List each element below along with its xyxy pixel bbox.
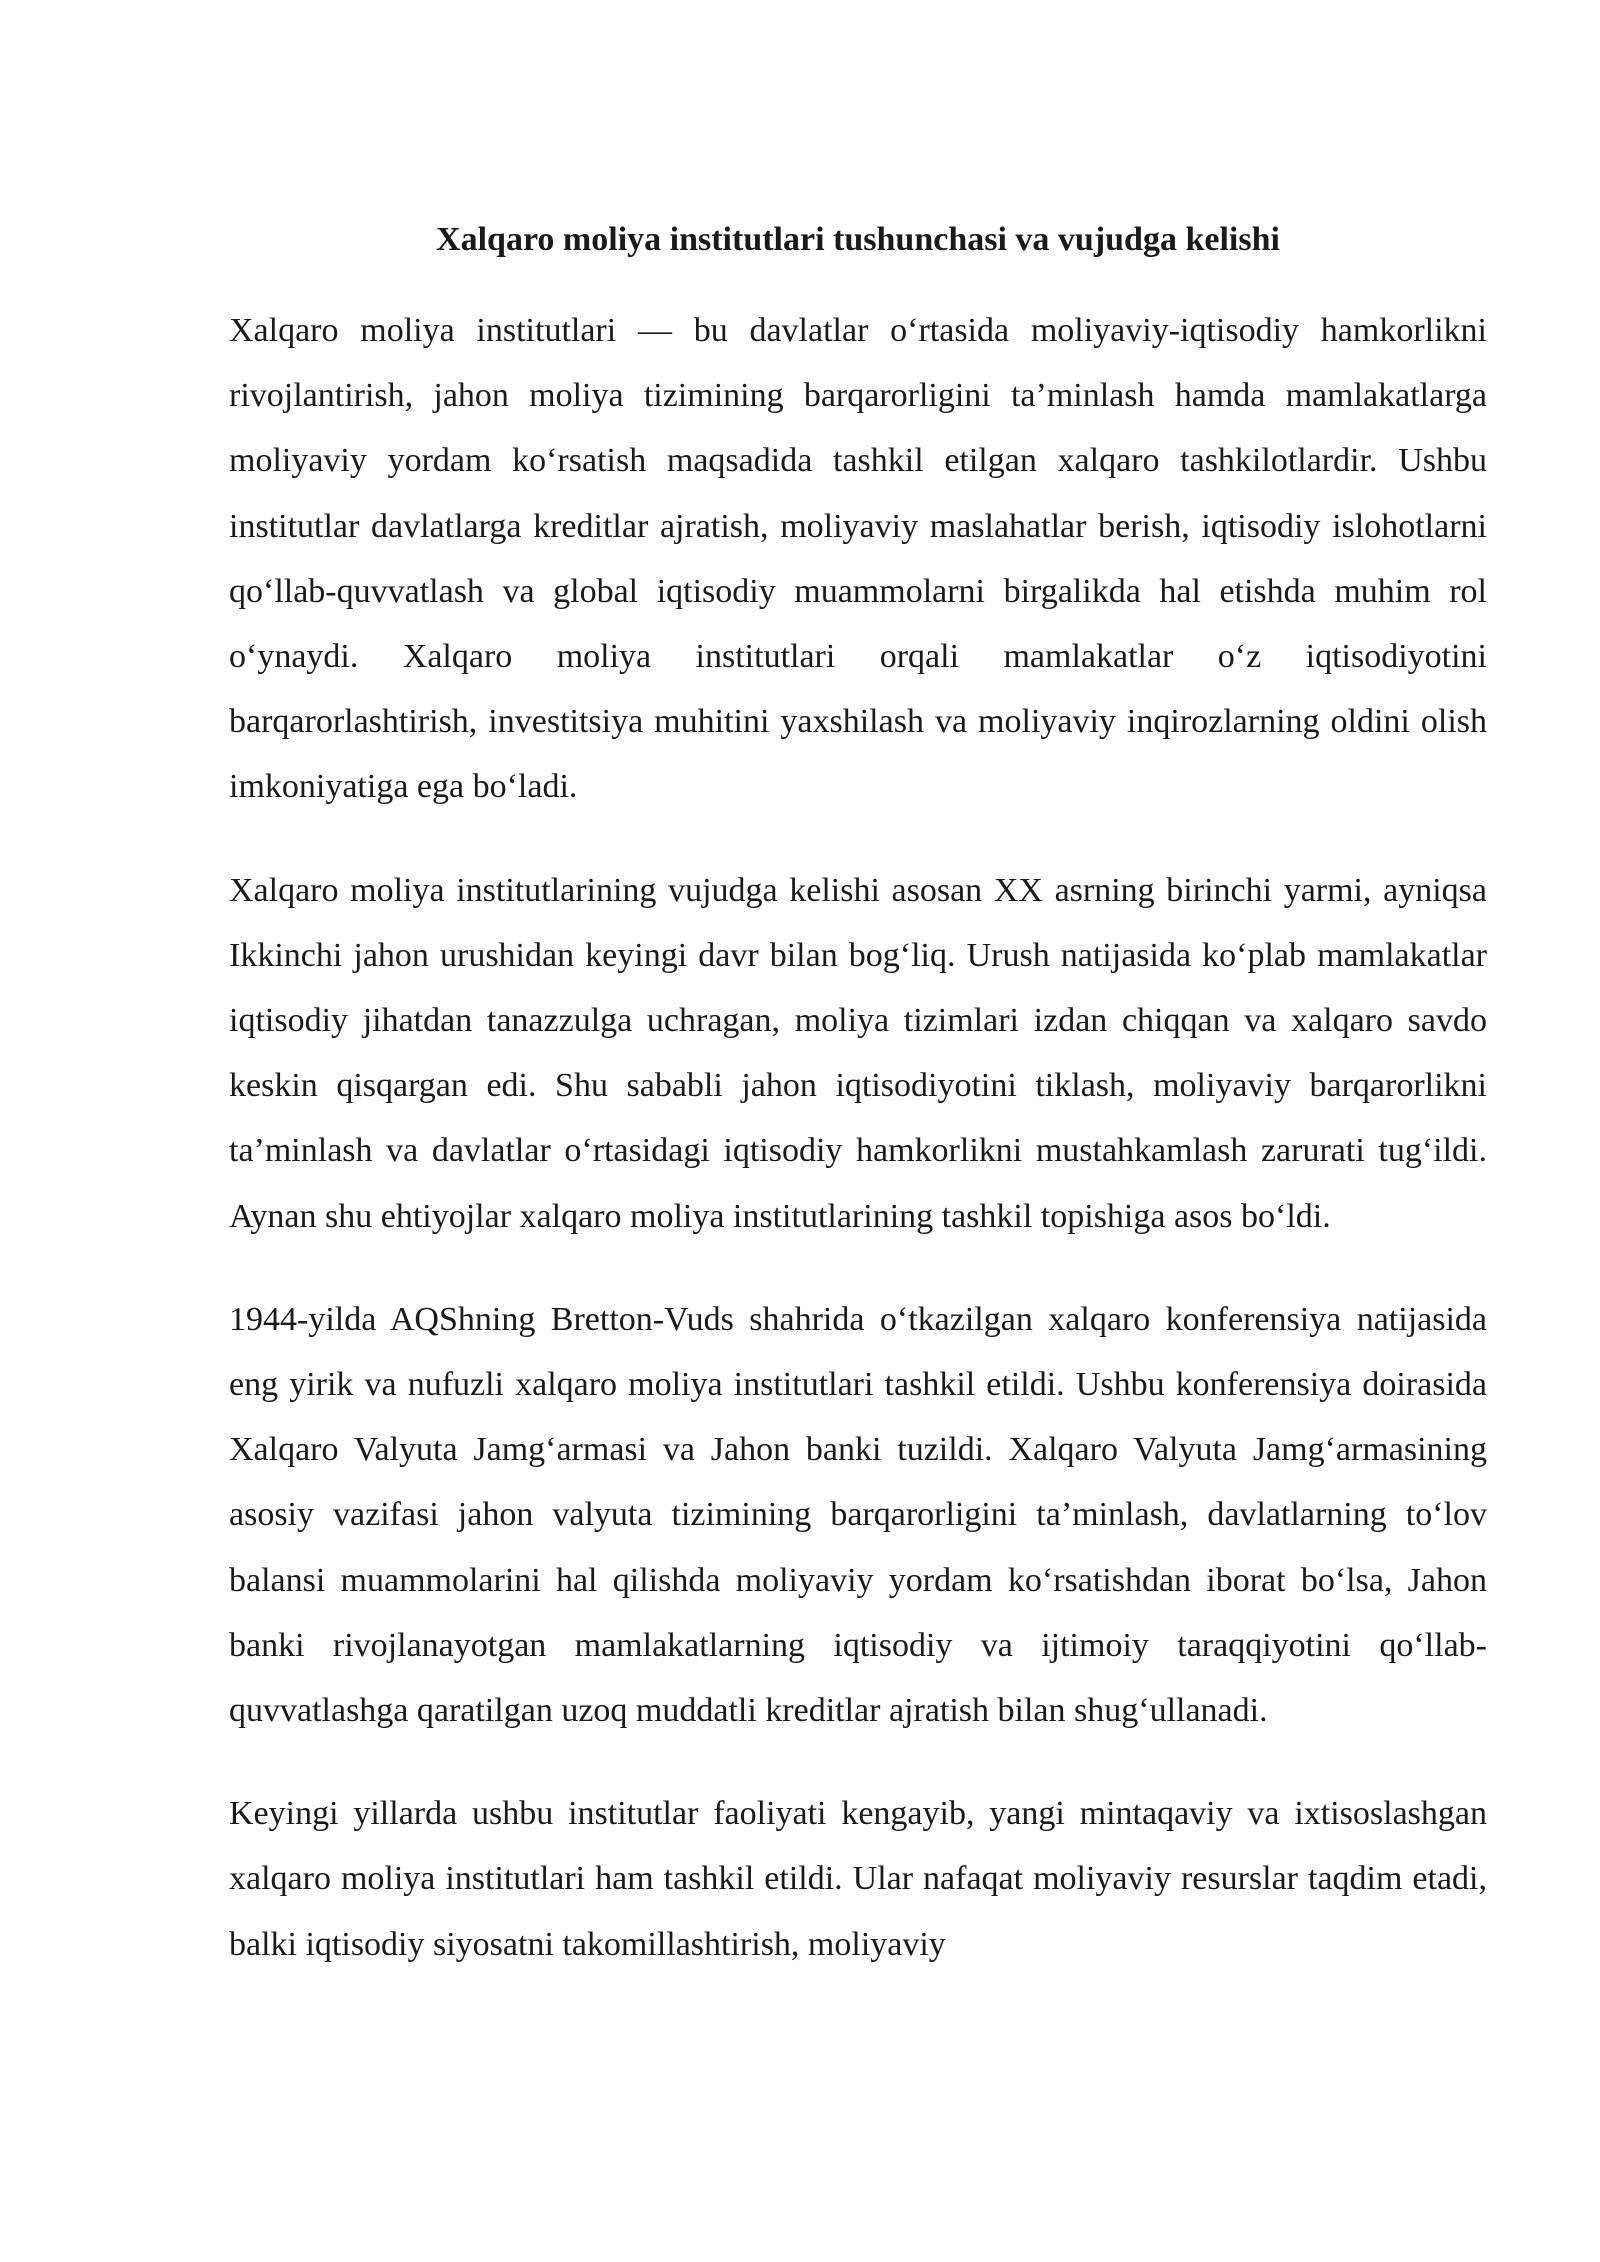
paragraph-definition: Xalqaro moliya institutlari — bu davlatlar o‘rtasida moliyaviy-iqtisodiy hamkorlikni rivojlantirish, jahon moliya tizimining barqarorligini ta’minlash hamda mamlakatlarga moliyaviy yordam ko‘rsatish maqsadida tashkil etilgan xalqaro tashkilotlardir. Ushbu institutlar davlatlarga kreditlar ajratish, moliyaviy maslahatlar berish, iqtisodiy islohotlarni qo‘llab-quvvatlash va global iqtisodiy muammolarni birgalikda hal etishda muhim rol o‘ynaydi. Xalqaro moliya institutlari orqali mamlakatlar o‘z iqtisodiyotini barqarorlashtirish, investitsiya muhitini yaxshilash va moliyaviy inqirozlarning oldini olish imkoniyatiga ega bo‘ladi. [229, 312, 1487, 806]
paragraph-origins: Xalqaro moliya institutlarining vujudga kelishi asosan XX asrning birinchi yarmi, ayniqsa Ikkinchi jahon urushidan keyingi davr bilan bog‘liq. Urush natijasida ko‘plab mamlakatlar iqtisodiy jihatdan tanazzulga uchragan, moliya tizimlari izdan chiqqan va xalqaro savdo keskin qisqargan edi. Shu sababli jahon iqtisodiyotini tiklash, moliyaviy barqarorlikni ta’minlash va davlatlar o‘rtasidagi iqtisodiy hamkorlikni mustahkamlash zarurati tug‘ildi. Aynan shu ehtiyojlar xalqaro moliya institutlarining tashkil topishiga asos bo‘ldi. [229, 871, 1487, 1235]
document-title: Xalqaro moliya institutlari tushunchasi va vujudga kelishi [436, 221, 1280, 258]
paragraph-expansion: Keyingi yillarda ushbu institutlar faoliyati kengayib, yangi mintaqaviy va ixtisoslashgan xalqaro moliya institutlari ham tashkil etildi. Ular nafaqat moliyaviy resurslar taqdim etadi, balki iqtisodiy siyosatni takomillashtirish, moliyaviy [229, 1795, 1487, 1963]
paragraph-bretton-woods: 1944-yilda AQShning Bretton-Vuds shahrida o‘tkazilgan xalqaro konferensiya natijasida eng yirik va nufuzli xalqaro moliya institutlari tashkil etildi. Ushbu konferensiya doirasida Xalqaro Valyuta Jamg‘armasi va Jahon banki tuzildi. Xalqaro Valyuta Jamg‘armasining asosiy vazifasi jahon valyuta tizimining barqarorligini ta’minlash, davlatlarning to‘lov balansi muammolarini hal qilishda moliyaviy yordam ko‘rsatishdan iborat bo‘lsa, Jahon banki rivojlanayotgan mamlakatlarning iqtisodiy va ijtimoiy taraqqiyotini qo‘llab-quvvatlashga qaratilgan uzoq muddatli kreditlar ajratish bilan shug‘ullanadi. [229, 1300, 1487, 1730]
document-body [229, 212, 1487, 1977]
